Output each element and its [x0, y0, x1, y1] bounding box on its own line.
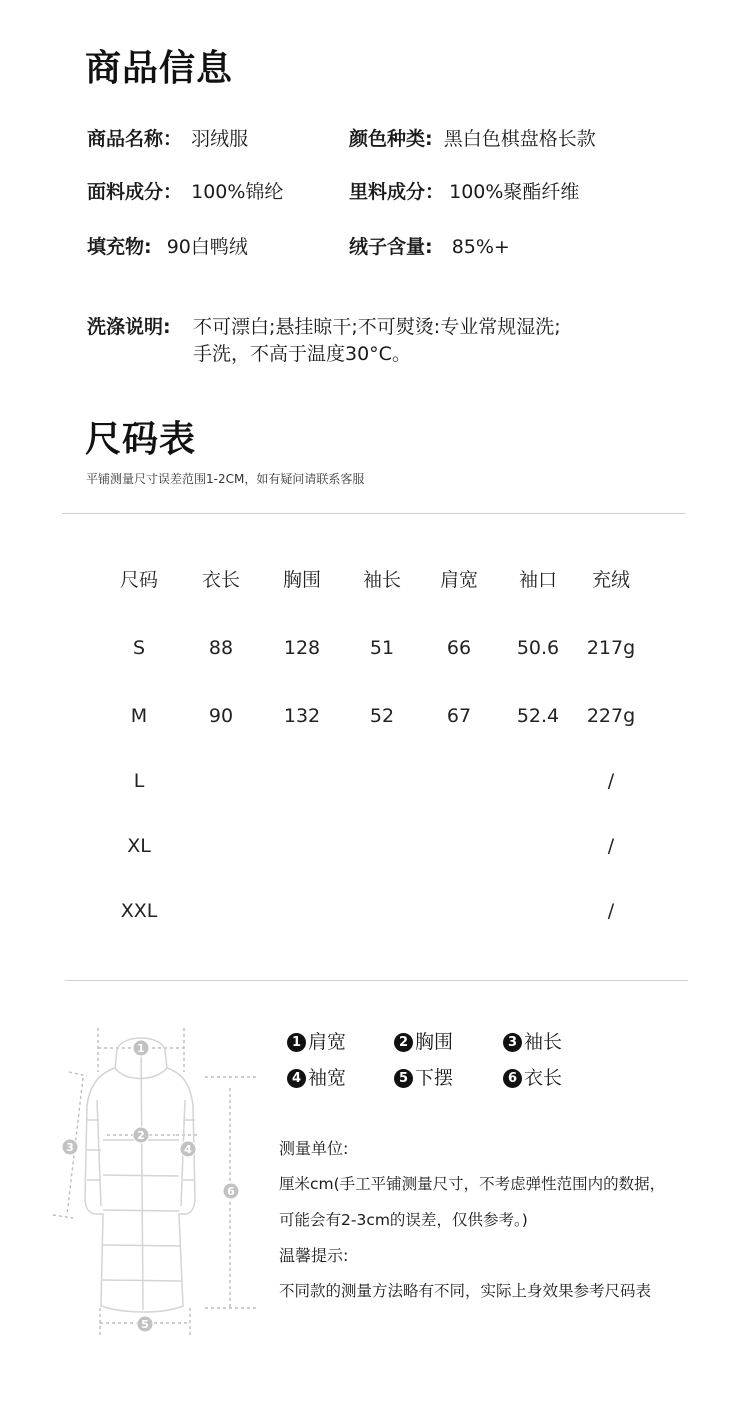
number-badge: 1 [287, 1033, 306, 1052]
info-value: 100%聚酯纤维 [449, 181, 580, 203]
info-row [349, 124, 596, 151]
size-value-cell: 50.6 [516, 637, 560, 659]
info-row [87, 232, 248, 259]
marker-4-label: 4 [184, 1143, 192, 1156]
legend-item [287, 1027, 346, 1054]
size-table-header-cell: 胸围 [282, 569, 321, 591]
size-table-header-cell: 衣长 [201, 569, 240, 591]
info-key: 面料成分： [87, 181, 183, 203]
marker-5-label: 5 [141, 1318, 149, 1331]
size-table-header-cell: 袖口 [518, 569, 557, 591]
info-key: 里料成分： [349, 181, 445, 203]
size-value-cell: / [607, 770, 615, 792]
size-chart-note: 平铺测量尺寸误差范围1-2CM，如有疑问请联系客服 [86, 472, 365, 486]
size-table-header-cell: 尺码 [119, 569, 158, 591]
size-value-cell: / [607, 835, 615, 857]
size-value-cell: 90 [208, 705, 234, 727]
size-table-header-cell: 肩宽 [439, 569, 478, 591]
legend-item [287, 1063, 346, 1090]
unit-text-line2: 可能会有2-3cm的误差，仅供参考。) [279, 1211, 528, 1229]
marker-2-label: 2 [137, 1129, 145, 1142]
legend-label: 衣长 [524, 1067, 563, 1089]
info-key: 填充物: [87, 236, 152, 258]
info-value: 羽绒服 [191, 128, 249, 150]
legend-item [503, 1027, 562, 1054]
size-value-cell: 88 [208, 637, 234, 659]
number-badge: 4 [287, 1069, 306, 1088]
size-value-cell: 132 [283, 705, 321, 727]
legend-item [394, 1063, 453, 1090]
info-value: 黑白色棋盘格长款 [443, 128, 596, 150]
number-badge: 3 [503, 1033, 522, 1052]
size-label-cell: L [133, 770, 145, 792]
info-value: 85%+ [451, 236, 510, 258]
size-value-cell: 66 [446, 637, 472, 659]
number-badge: 5 [394, 1069, 413, 1088]
marker-3-label: 3 [66, 1141, 74, 1154]
legend-item [503, 1063, 562, 1090]
info-key: 颜色种类: [349, 128, 433, 150]
size-label-cell: XL [127, 835, 151, 857]
legend-label: 袖长 [524, 1031, 563, 1053]
wash-text-line1: 不可漂白;悬挂晾干;不可熨烫:专业常规湿洗; [193, 316, 561, 338]
size-value-cell: 51 [369, 637, 395, 659]
marker-1-label: 1 [137, 1042, 145, 1055]
unit-label: 测量单位: [279, 1139, 349, 1158]
wash-label: 洗涤说明: [87, 316, 171, 338]
size-value-cell: 52 [369, 705, 395, 727]
unit-text-line1: 厘米cm(手工平铺测量尺寸，不考虑弹性范围内的数据， [279, 1175, 666, 1193]
product-info-title: 商品信息 [85, 48, 234, 89]
size-value-cell: 217g [586, 637, 636, 659]
info-row [349, 177, 579, 204]
divider [62, 513, 685, 514]
size-table-header-cell: 充绒 [591, 569, 630, 591]
info-row [87, 177, 283, 204]
info-value: 90白鸭绒 [166, 236, 248, 258]
info-row [349, 232, 510, 259]
size-label-cell: XXL [120, 900, 158, 922]
size-value-cell: 128 [283, 637, 321, 659]
size-label-cell: M [130, 705, 148, 727]
divider [65, 980, 688, 981]
legend-label: 袖宽 [308, 1067, 347, 1089]
size-label-cell: S [132, 637, 146, 659]
tip-text: 不同款的测量方法略有不同，实际上身效果参考尺码表 [279, 1282, 652, 1300]
legend-item [394, 1027, 453, 1054]
wash-text-line2: 手洗，不高于温度30°C。 [193, 343, 411, 365]
tip-label: 温馨提示: [279, 1246, 349, 1265]
legend-label: 肩宽 [308, 1031, 347, 1053]
size-table-header-cell: 袖长 [362, 569, 401, 591]
coat-measurement-diagram [45, 1010, 295, 1350]
size-value-cell: 52.4 [516, 705, 560, 727]
number-badge: 6 [503, 1069, 522, 1088]
size-value-cell: 67 [446, 705, 472, 727]
marker-6-label: 6 [227, 1185, 235, 1198]
legend-label: 胸围 [415, 1031, 454, 1053]
number-badge: 2 [394, 1033, 413, 1052]
info-key: 商品名称： [87, 128, 183, 150]
size-value-cell: / [607, 900, 615, 922]
legend-label: 下摆 [415, 1067, 454, 1089]
size-chart-title: 尺码表 [85, 419, 197, 460]
info-value: 100%锦纶 [191, 181, 284, 203]
info-key: 绒子含量: [349, 236, 433, 258]
info-row [87, 124, 248, 151]
size-value-cell: 227g [586, 705, 636, 727]
